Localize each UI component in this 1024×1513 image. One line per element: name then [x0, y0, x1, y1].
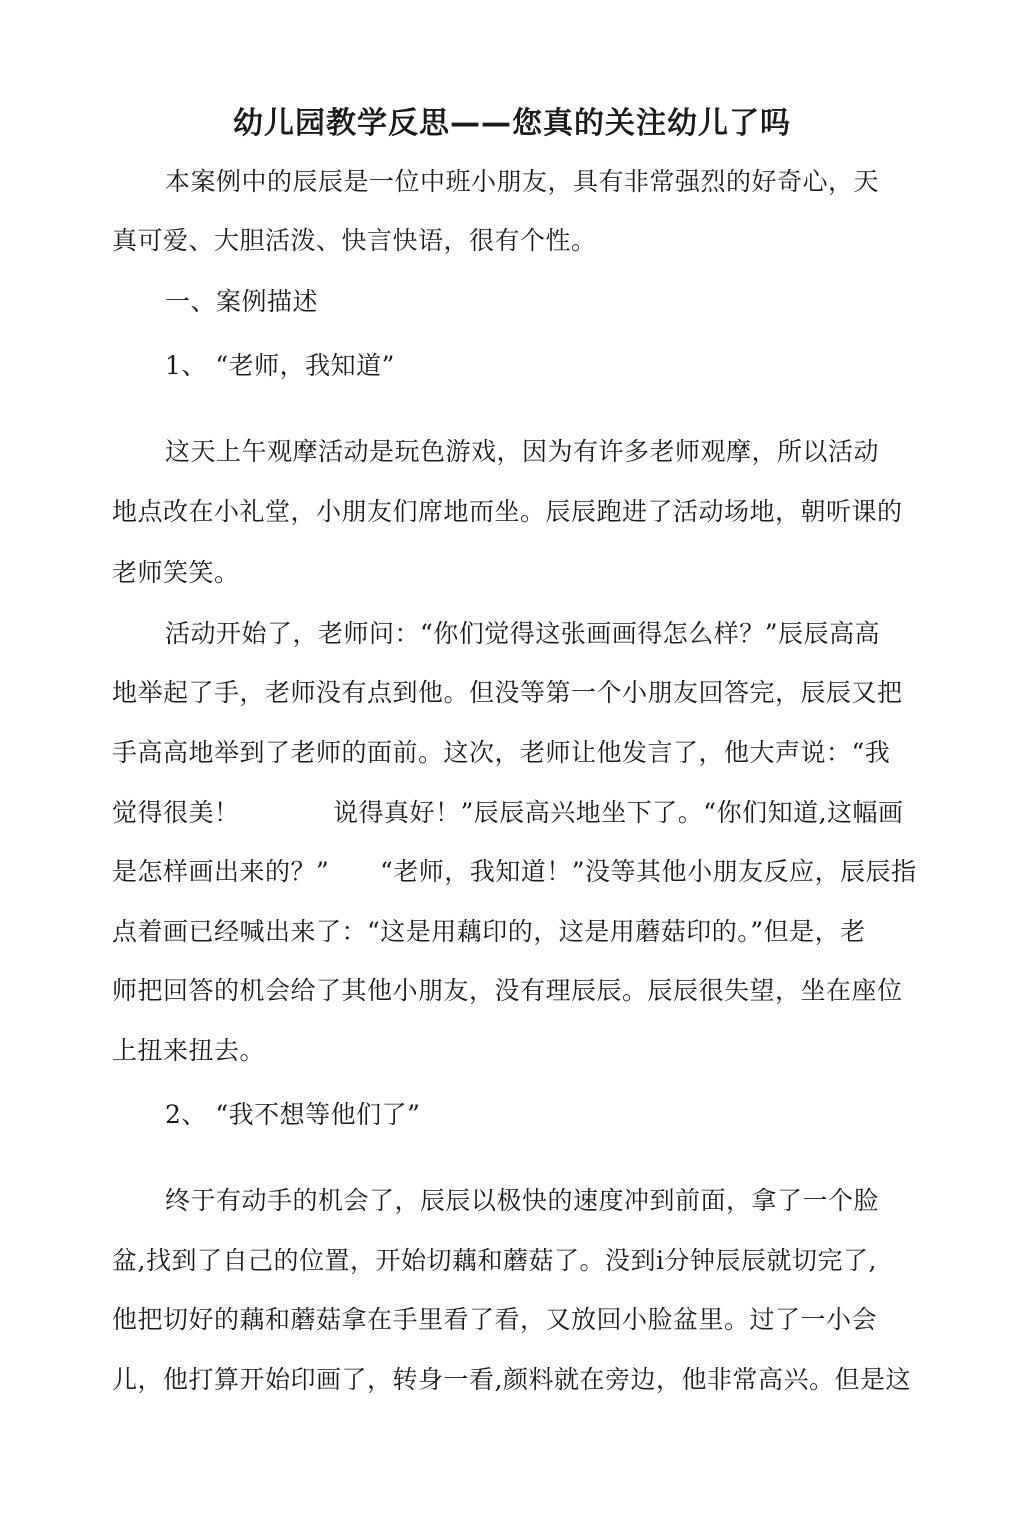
paragraph-line: 他把切好的藕和蘑菇拿在手里看了看，又放回小脸盆里。过了一小会 — [112, 1305, 878, 1334]
paragraph-line: 这天上午观摩活动是玩色游戏，因为有许多老师观摩，所以活动 — [165, 437, 880, 466]
paragraph-line: 地举起了手，老师没有点到他。但没等第一个小朋友回答完，辰辰又把 — [112, 678, 903, 707]
paragraph-line: “老师，我知道！”没等其他小朋友反应，辰辰指 — [380, 857, 917, 886]
paragraph-line: 点着画已经喊出来了：“这是用藕印的，这是用蘑菇印的。”但是，老 — [112, 917, 866, 946]
paragraph-line: 终于有动手的机会了，辰辰以极快的速度冲到前面，拿了一个脸 — [165, 1186, 880, 1215]
section-heading: 一、案例描述 — [165, 287, 319, 316]
paragraph-line: 地点改在小礼堂，小朋友们席地而坐。辰辰跑进了活动场地，朝听课的 — [112, 497, 903, 526]
document-title: 幼儿园教学反思——您真的关注幼儿了吗 — [233, 106, 791, 141]
paragraph-line: 师把回答的机会给了其他小朋友，没有理辰辰。辰辰很失望，坐在座位 — [112, 976, 903, 1005]
paragraph-line: 盆,找到了自己的位置，开始切藕和蘑菇了。没到i分钟辰辰就切完了, — [112, 1246, 877, 1275]
subsection-heading-1: 1、 “老师，我知道” — [165, 351, 395, 380]
paragraph-line: 老师笑笑。 — [112, 558, 240, 587]
paragraph-line: 说得真好！”辰辰高兴地坐下了。“你们知道,这幅画 — [333, 798, 904, 827]
paragraph-line: 觉得很美！ — [112, 798, 240, 827]
paragraph-line: 是怎样画出来的？” — [112, 857, 330, 886]
paragraph-line: 上扭来扭去。 — [112, 1036, 266, 1065]
intro-line-1: 本案例中的辰辰是一位中班小朋友，具有非常强烈的好奇心，天 — [165, 167, 880, 196]
paragraph-line: 活动开始了，老师问：“你们觉得这张画画得怎么样？”辰辰高高 — [165, 619, 881, 648]
intro-line-2: 真可爱、大胆活泼、快言快语，很有个性。 — [112, 226, 597, 255]
paragraph-line: 儿，他打算开始印画了，转身一看,颜料就在旁边，他非常高兴。但是这 — [112, 1365, 911, 1394]
paragraph-line: 手高高地举到了老师的面前。这次，老师让他发言了，他大声说：“我 — [112, 738, 891, 767]
subsection-heading-2: 2、 “我不想等他们了” — [165, 1100, 421, 1129]
